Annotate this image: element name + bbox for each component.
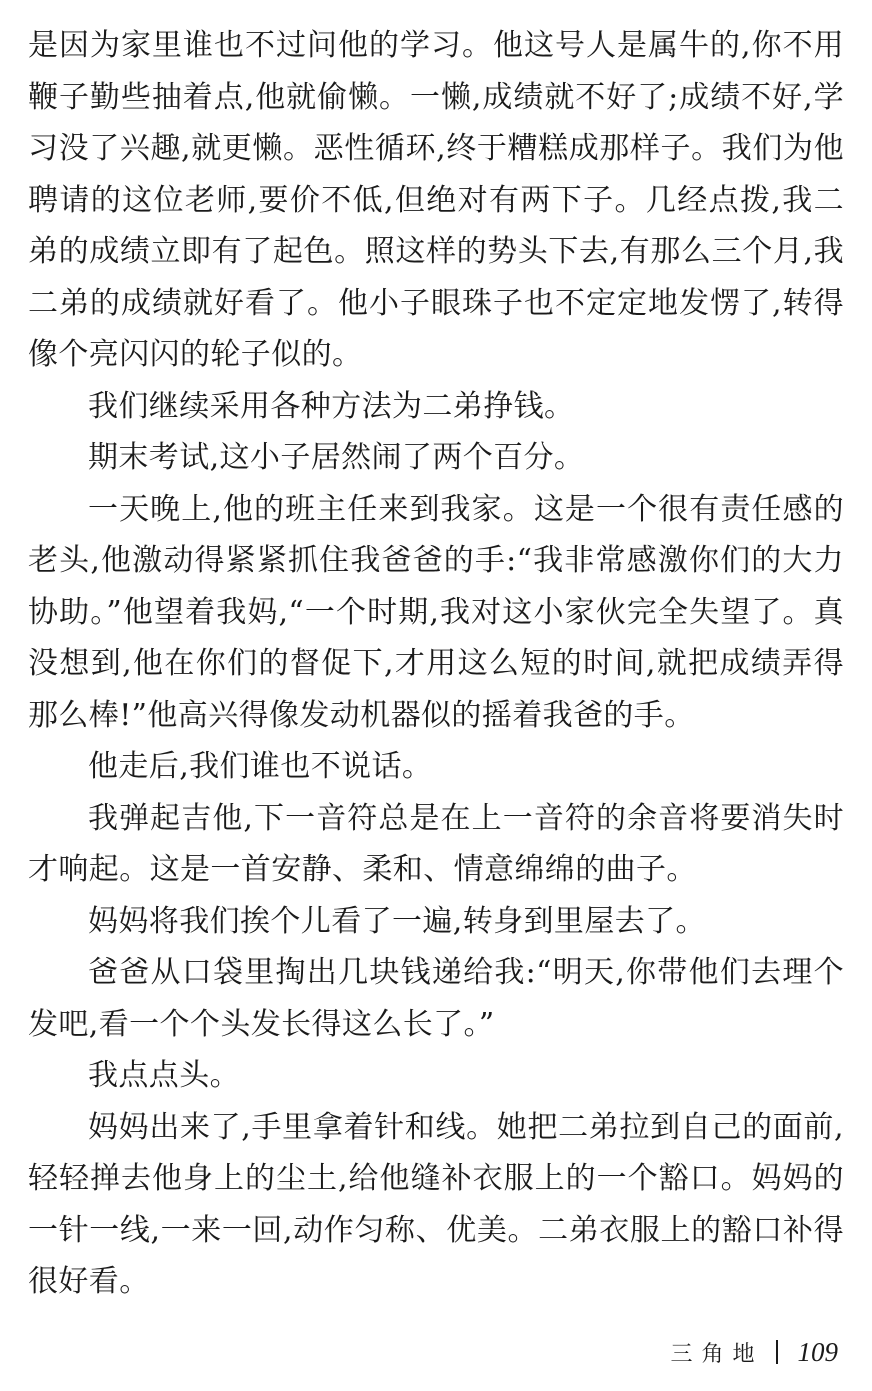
paragraph-2: 我们继续采用各种方法为二弟挣钱。 (88, 388, 575, 424)
footer-divider (776, 1340, 778, 1364)
section-label: 三角地 (670, 1341, 764, 1367)
paragraph-4: 一天晚上,他的班主任来到我家。这是一个很有责任感的老头,他激动得紧紧抓住我爸爸的手:“我非常感激你们的大力协助。”他望着我妈,“一个时期,我对这小家伙完全失望了。真没想到,他在你们的督促下,才用这么短的时间,就把成绩弄得那么棒!”他高兴得像发动机器似的摇着我爸的手。 (28, 491, 844, 733)
paragraph-1: 是因为家里谁也不过问他的学习。他这号人是属牛的,你不用鞭子勤些抽着点,他就偷懒。一懒,成绩就不好了;成绩不好,学习没了兴趣,就更懒。恶性循环,终于糟糕成那样子。我们为他聘请的这位老师,要价不低,但绝对有两下子。几经点拨,我二弟的成绩立即有了起色。照这样的势头下去,有那么三个月,我二弟的成绩就好看了。他小子眼珠子也不定定地发愣了,转得像个亮闪闪的轮子似的。 (28, 28, 844, 372)
paragraph-10: 妈妈出来了,手里拿着针和线。她把二弟拉到自己的面前,轻轻掸去他身上的尘土,给他缝补衣服上的一个豁口。妈妈的一针一线,一来一回,动作匀称、优美。二弟衣服上的豁口补得很好看。 (28, 1109, 844, 1299)
page-number: 109 (797, 1336, 838, 1367)
paragraph-5: 他走后,我们谁也不说话。 (88, 749, 433, 784)
paragraph-8: 爸爸从口袋里掏出几块钱递给我:“明天,你带他们去理个发吧,看一个个头发长得这么长了。” (28, 955, 844, 1042)
page-body (28, 20, 844, 1308)
paragraph-9: 我点点头。 (88, 1058, 240, 1093)
paragraph-7: 妈妈将我们挨个儿看了一遍,转身到里屋去了。 (88, 903, 706, 939)
paragraph-6: 我弹起吉他,下一音符总是在上一音符的余音将要消失时才响起。这是一首安静、柔和、情意绵绵的曲子。 (28, 800, 844, 887)
paragraph-3: 期末考试,这小子居然闹了两个百分。 (88, 440, 585, 475)
page-footer (670, 1334, 838, 1370)
